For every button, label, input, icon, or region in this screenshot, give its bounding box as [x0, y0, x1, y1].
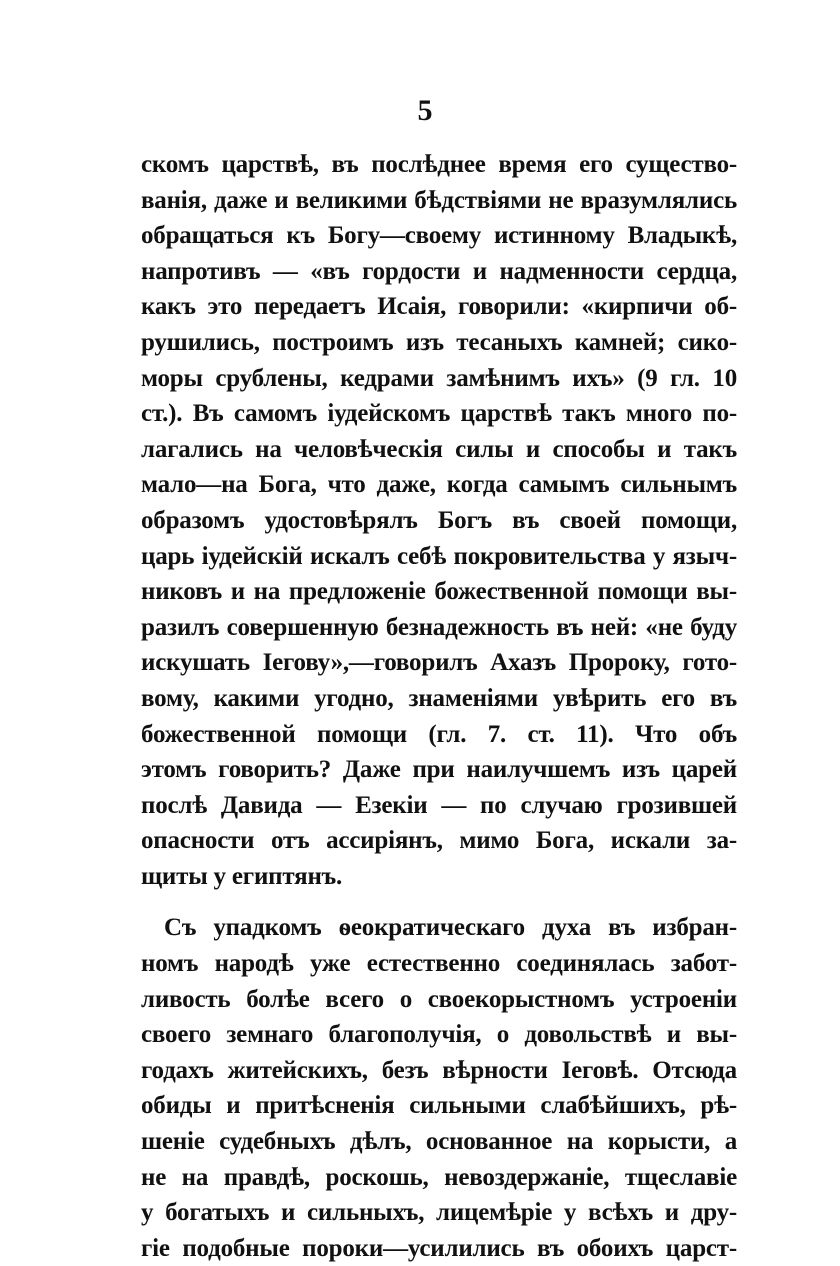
- text-line: этомъ говорить? Даже при наилучшемъ изъ царей: [141, 756, 737, 784]
- body-text: [141, 147, 737, 1266]
- text-line: ливость болѣе всего о своекорыстномъ устроеніи: [141, 985, 737, 1013]
- text-line: какъ это передаетъ Исаія, говорили: «кирпичи об-: [141, 293, 737, 321]
- text-line: послѣ Давида — Езекіи — по случаю грозившей: [141, 791, 737, 819]
- text-line: ванія, даже и великими бѣдствіями не вразумлялись: [141, 186, 737, 214]
- text-line: искушать Іегову»,—говорилъ Ахазъ Пророку, гото-: [141, 649, 737, 677]
- text-line: разилъ совершенную безнадежность въ ней: «не буду: [141, 613, 737, 641]
- text-line: ст.). Въ самомъ іудейскомъ царствѣ такъ много по-: [141, 400, 737, 428]
- paragraph-gap: [141, 894, 737, 910]
- text-line: обращаться къ Богу—своему истинному Владыкѣ,: [141, 222, 737, 250]
- text-line: скомъ царствѣ, въ послѣднее время его существо-: [141, 151, 737, 178]
- text-line: шеніе судебныхъ дѣлъ, основанное на корысти, а: [141, 1128, 737, 1156]
- text-line: напротивъ — «въ гордости и надменности сердца,: [141, 257, 737, 285]
- text-line: опасности отъ ассиріянъ, мимо Бога, искали за-: [141, 827, 737, 855]
- text-line: никовъ и на предложеніе божественной помощи вы-: [141, 578, 737, 606]
- page-number: 5: [417, 94, 433, 127]
- text-line: щиты у египтянъ.: [141, 862, 343, 890]
- text-line: вому, какими угодно, знаменіями увѣрить его въ: [141, 684, 737, 712]
- text-line: царь іудейскій искалъ себѣ покровительства у языч-: [141, 542, 737, 570]
- text-line: рушились, построимъ изъ тесаныхъ камней; сико-: [141, 328, 737, 356]
- text-line: у богатыхъ и сильныхъ, лицемѣріе у всѣхъ и дру-: [141, 1199, 737, 1227]
- text-line: годахъ житейскихъ, безъ вѣрности Іеговѣ. Отсюда: [141, 1056, 737, 1084]
- text-line: божественной помощи (гл. 7. ст. 11). Что объ: [141, 720, 737, 748]
- text-line: моры срублены, кедрами замѣнимъ ихъ» (9 гл. 10: [141, 364, 737, 392]
- text-line: Съ упадкомъ ѳеократическаго духа въ избран-: [164, 914, 737, 942]
- text-line: номъ народѣ уже естественно соединялась забот-: [141, 950, 737, 978]
- text-line: лагались на человѣческія силы и способы и такъ: [141, 435, 737, 463]
- text-line: гіе подобные пороки—усилились въ обоихъ царст-: [141, 1234, 737, 1262]
- text-line: своего земнаго благополучія, о довольствѣ и вы-: [141, 1021, 737, 1049]
- text-line: мало—на Бога, что даже, когда самымъ сильнымъ: [141, 471, 737, 499]
- text-line: образомъ удостовѣрялъ Богъ въ своей помощи,: [141, 506, 737, 534]
- text-line: не на правдѣ, роскошь, невоздержаніе, тщеславіе: [141, 1163, 737, 1191]
- text-line: обиды и притѣсненія сильными слабѣйшихъ, рѣ-: [141, 1092, 737, 1120]
